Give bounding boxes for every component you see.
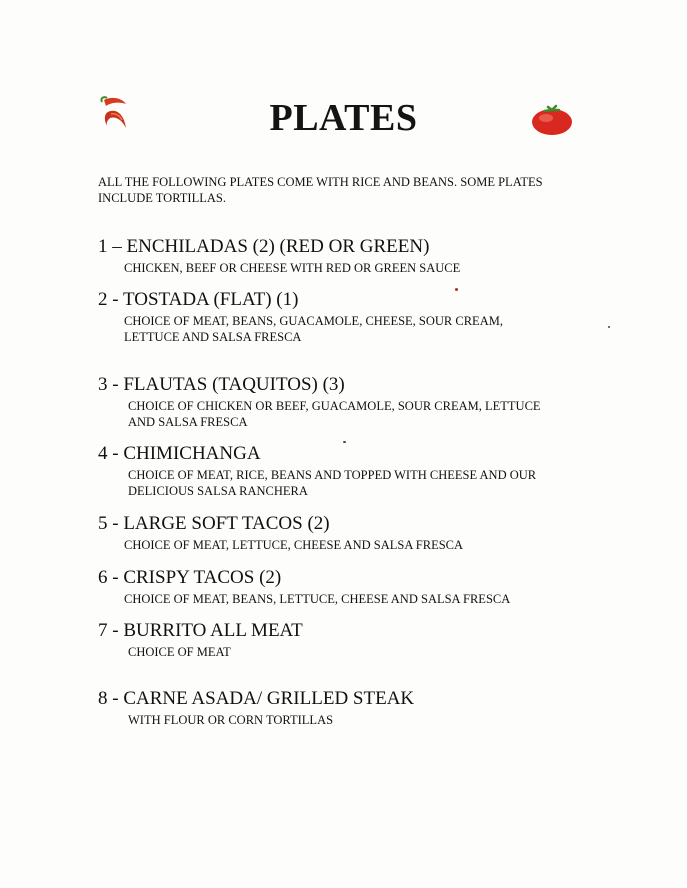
menu-item-title: 4 - CHIMICHANGA [98, 443, 261, 464]
menu-item-title: 7 - BURRITO ALL MEAT [98, 620, 303, 641]
menu-item-title: 5 - LARGE SOFT TACOS (2) [98, 513, 330, 534]
menu-item-title: 2 - TOSTADA (FLAT) (1) [98, 289, 299, 310]
page-title: PLATES [269, 97, 418, 139]
menu-item [98, 688, 658, 728]
menu-item-description: CHOICE OF MEAT, LETTUCE, CHEESE AND SALSA FRESCA [124, 538, 464, 552]
menu-item [98, 374, 658, 430]
menu-item-description: CHOICE OF MEAT, BEANS, LETTUCE, CHEESE AND SALSA FRESCA [124, 592, 511, 606]
menu-item-title: 8 - CARNE ASADA/ GRILLED STEAK [98, 688, 415, 709]
menu-item [98, 443, 658, 499]
menu-item [98, 620, 658, 660]
tomato-icon [530, 104, 574, 136]
intro-text: ALL THE FOLLOWING PLATES COME WITH RICE AND BEANS. SOME PLATES INCLUDE TORTILLAS. [98, 175, 543, 205]
menu-item-title: 6 - CRISPY TACOS (2) [98, 567, 282, 588]
menu-item [98, 513, 658, 553]
scan-speck [455, 288, 458, 291]
scan-speck [608, 326, 610, 328]
menu-item [98, 567, 658, 607]
menu-item-description: WITH FLOUR OR CORN TORTILLAS [128, 713, 334, 727]
menu-item-title: 3 - FLAUTAS (TAQUITOS) (3) [98, 374, 345, 395]
menu-item-description: CHOICE OF MEAT [128, 645, 231, 659]
menu-item [98, 289, 658, 345]
menu-item-description: CHOICE OF MEAT, RICE, BEANS AND TOPPED WITH CHEESE AND OUR DELICIOUS SALSA RANCHERA [128, 468, 537, 498]
menu-item-title: 1 – ENCHILADAS (2) (RED OR GREEN) [98, 236, 430, 257]
menu-item [98, 236, 658, 276]
menu-item-description: CHOICE OF CHICKEN OR BEEF, GUACAMOLE, SOUR CREAM, LETTUCE AND SALSA FRESCA [128, 399, 541, 429]
scan-speck [343, 441, 346, 443]
menu-item-description: CHOICE OF MEAT, BEANS, GUACAMOLE, CHEESE, SOUR CREAM, LETTUCE AND SALSA FRESCA [124, 314, 503, 344]
menu-item-description: CHICKEN, BEEF OR CHEESE WITH RED OR GREEN SAUCE [124, 261, 461, 275]
